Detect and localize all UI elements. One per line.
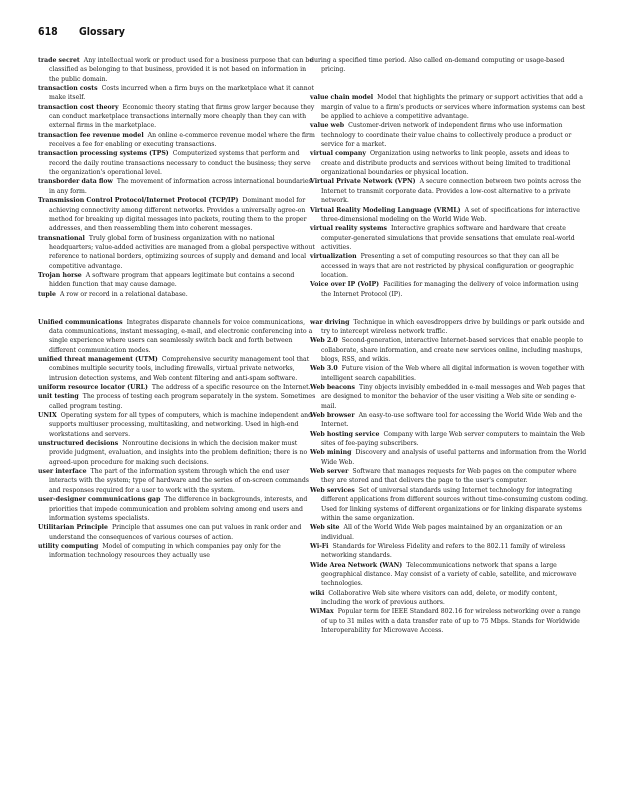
glossary-definition: Organization using networks to link people, assets and ideas to create and distribute products and services without being limited to traditional organizational boundaries or physical location. [321, 150, 571, 177]
glossary-definition: Principle that assumes one can put values in rank order and understand the consequences of various courses of action. [49, 524, 302, 541]
glossary-term: value web [310, 122, 345, 130]
glossary-definition: A row or record in a relational database. [59, 290, 188, 298]
glossary-term: Unified communications [38, 318, 123, 326]
glossary-entry [38, 271, 316, 290]
glossary-definition: Computerized systems that perform and record the daily routine transactions necessary to conduct the business; they serve the organization's operational level. [49, 150, 311, 177]
glossary-definition: during a specified time period. Also called on-demand computing or usage-based pricing. [310, 57, 565, 74]
glossary-entry [310, 177, 588, 205]
glossary-definition: A secure connection between two points across the Internet to transmit corporate data. Provides a low-cost alternative to a private network. [321, 178, 582, 205]
glossary-entry [310, 280, 588, 299]
glossary-term: transaction cost theory [38, 103, 119, 111]
glossary-entry [310, 589, 588, 608]
glossary-definition: Facilities for managing the delivery of voice information using the Internet Protocol (IP). [321, 281, 579, 298]
glossary-term: virtual company [310, 150, 366, 158]
glossary-entry [38, 131, 316, 150]
glossary-definition: Economic theory stating that firms grow larger because they can conduct marketplace transactions internally more cheaply than they can with external firms in the marketplace. [49, 103, 315, 130]
running-header [38, 26, 125, 38]
glossary-definition: Integrates disparate channels for voice communications, data communications, instant messaging, e-mail, and electronic conferencing into a single experience where users can seamlessly switch back and forth between different communication modes. [49, 318, 313, 354]
glossary-term: Web beacons [310, 384, 356, 392]
glossary-term: unified threat management (UTM) [38, 356, 158, 363]
glossary-entry [310, 467, 588, 486]
glossary-definition: Tiny objects invisibly embedded in e-mail messages and Web pages that are designed to monitor the behavior of the user visiting a Web site or sending e-mail. [321, 384, 586, 410]
glossary-definition: Customer-driven network of independent firms who use information technology to coordinate their value chains to collectively produce a product or service for a market. [321, 122, 572, 149]
glossary-term: Voice over IP (VoIP) [310, 281, 380, 289]
glossary-term: transaction costs [38, 85, 98, 93]
glossary-entry [38, 84, 316, 103]
glossary-entry [38, 56, 316, 84]
glossary-term: unstructured decisions [38, 440, 119, 448]
glossary-term: Utilitarian Principle [38, 524, 108, 532]
glossary-term: transnational [38, 234, 85, 242]
glossary-definition: Interactive graphics software and hardware that create computer-generated simulations that provide sensations that emulate real-world activities. [321, 225, 575, 251]
glossary-entry [310, 93, 588, 121]
glossary-term: UNIX [38, 412, 57, 420]
glossary-term: Wide Area Network (WAN) [310, 561, 403, 569]
glossary-definition: Set of universal standards using Internet technology for integrating different applications from different sources without time-consuming custom coding. Used for linking systems of different organizations or for linking disparate systems within the same organization. [321, 486, 588, 522]
glossary-entry [38, 542, 316, 561]
glossary-definition: Model that highlights the primary or support activities that add a margin of value to a firm's products or services where information systems can best be applied to achieve a competitive advantage. [321, 94, 586, 121]
glossary-entry [310, 542, 588, 561]
glossary-definition: An online e-commerce revenue model where the firm receives a fee for enabling or executing transactions. [49, 131, 315, 149]
glossary-term: Web site [310, 524, 340, 532]
left-column [38, 56, 316, 561]
glossary-entry [310, 121, 588, 149]
section-title: Glossary [79, 26, 125, 38]
glossary-definition: Second-generation, interactive Internet-based services that enable people to collaborate, share information, and create new services online, including mashups, blogs, RSS, and wikis. [321, 337, 583, 363]
glossary-definition: All of the World Wide Web pages maintained by an organization or an individual. [321, 524, 563, 541]
glossary-entry [310, 318, 588, 337]
glossary-entry [310, 252, 588, 280]
glossary-term: transaction fee revenue model [38, 131, 144, 139]
glossary-definition: Truly global form of business organization with no national headquarters; value-added activities are managed from a global perspective without reference to national borders, optimizing sources of supply and demand and local competitive advantage. [49, 234, 315, 270]
glossary-entry [310, 383, 588, 411]
glossary-definition: The difference in backgrounds, interests, and priorities that impede communication and problem solving among end users and information systems specialists. [49, 496, 308, 522]
glossary-entry [38, 149, 316, 177]
glossary-term: utility computing [38, 542, 99, 550]
glossary-entry [38, 383, 316, 392]
glossary-definition: The movement of information across international boundaries in any form. [49, 178, 312, 195]
glossary-definition: Presenting a set of computing resources so that they can all be accessed in ways that are not restricted by physical configuration or geographic location. [321, 253, 574, 279]
glossary-entry [38, 318, 316, 355]
glossary-definition: Technique in which eavesdroppers drive by buildings or park outside and try to intercept wireless network traffic. [321, 318, 585, 335]
glossary-entry [310, 561, 588, 589]
glossary-definition: Operating system for all types of computers, which is machine independent and supports multiuser processing, multitasking, and networking. Used in high-end workstations and servers. [49, 412, 313, 438]
glossary-term: Virtual Reality Modeling Language (VRML) [310, 206, 461, 214]
glossary-term: transaction processing systems (TPS) [38, 150, 169, 158]
glossary-definition: Costs incurred when a firm buys on the marketplace what it cannot make itself. [49, 85, 314, 102]
glossary-term: Trojan horse [38, 271, 82, 279]
glossary-entry [38, 467, 316, 495]
glossary-entry [310, 224, 588, 252]
glossary-entry [38, 177, 316, 196]
glossary-term: transborder data flow [38, 178, 113, 186]
glossary-entry [38, 392, 316, 411]
glossary-entry [310, 149, 588, 177]
glossary-entry [310, 206, 588, 225]
glossary-entry [310, 430, 588, 449]
glossary-entry [310, 607, 588, 635]
glossary-term: user-designer communications gap [38, 496, 161, 504]
glossary-term: Web 3.0 [310, 365, 338, 373]
glossary-term: Web server [310, 468, 349, 476]
glossary-definition: An easy-to-use software tool for accessing the World Wide Web and the Internet. [321, 412, 583, 429]
glossary-entry [310, 364, 588, 383]
glossary-term: uniform resource locator (URL) [38, 384, 148, 392]
glossary-entry [38, 103, 316, 131]
glossary-definition: Popular term for IEEE Standard 802.16 for wireless networking over a range of up to 31 miles with a data transfer rate of up to 75 Mbps. Stands for Worldwide Interoperability for Microwave Access. [321, 608, 581, 634]
glossary-term: Transmission Control Protocol/Internet Protocol (TCP/IP) [38, 197, 239, 205]
glossary-definition: Standards for Wireless Fidelity and refers to the 802.11 family of wireless networking standards. [321, 542, 566, 560]
glossary-definition: A set of specifications for interactive three-dimensional modeling on the World Wide Web. [321, 206, 580, 223]
glossary-entry [38, 290, 316, 299]
glossary-term: war driving [310, 318, 350, 326]
glossary-entry [310, 411, 588, 430]
glossary-term: value chain model [310, 94, 374, 102]
glossary-entry [310, 56, 588, 75]
glossary-definition: Collaborative Web site where visitors can add, delete, or modify content, including the work of previous authors. [321, 589, 558, 606]
glossary-definition: Comprehensive security management tool that combines multiple security tools, including firewalls, virtual private networks, intrusion detection systems, and Web content filtering and anti-spam software. [49, 356, 310, 382]
glossary-term: Virtual Private Network (VPN) [310, 178, 416, 186]
glossary-term: trade secret [38, 57, 80, 64]
glossary-term: user interface [38, 468, 87, 476]
glossary-definition: Dominant model for achieving connectivity among different networks. Provides a universally agree-on method for breaking up digital messages into packets, routing them to the proper addresses, and then reassembling them into coherent messages. [49, 197, 307, 233]
glossary-term: unit testing [38, 393, 79, 401]
glossary-entry [310, 523, 588, 542]
glossary-term: Web hosting service [310, 430, 380, 438]
glossary-entry [310, 486, 588, 523]
glossary-definition: Future vision of the Web where all digital information is woven together with intelligent search capabilities. [321, 365, 585, 382]
glossary-entry [38, 523, 316, 542]
right-column [310, 56, 588, 635]
glossary-entry [310, 336, 588, 364]
glossary-definition: Model of computing in which companies pay only for the information technology resources they actually use [49, 542, 281, 560]
glossary-term: WiMax [310, 608, 334, 616]
glossary-term: virtualization [310, 253, 357, 261]
glossary-definition: Nonroutine decisions in which the decision maker must provide judgment, evaluation, and insights into the problem definition; there is no agreed-upon procedure for making such decisions. [49, 440, 308, 466]
glossary-entry [38, 495, 316, 523]
glossary-definition: The address of a specific resource on the Internet. [151, 384, 311, 392]
glossary-definition: A software program that appears legitimate but contains a second hidden function that may cause damage. [49, 271, 295, 289]
glossary-term: Web browser [310, 412, 355, 420]
glossary-entry [38, 439, 316, 467]
glossary-term: Web mining [310, 449, 352, 457]
glossary-entry [38, 196, 316, 233]
glossary-definition: Discovery and analysis of useful patterns and information from the World Wide Web. [321, 449, 587, 466]
section-gap [38, 299, 316, 318]
glossary-definition: Software that manages requests for Web pages on the computer where they are stored and that delivers the page to the user's computer. [321, 468, 577, 485]
section-gap [310, 299, 588, 318]
glossary-entry [38, 355, 316, 383]
glossary-definition: Telecommunications network that spans a large geographical distance. May consist of a variety of cable, satellite, and microwave technologies. [321, 561, 577, 588]
page-number: 618 [38, 26, 58, 38]
glossary-term: Web 2.0 [310, 337, 338, 345]
glossary-entry [310, 448, 588, 467]
glossary-definition: The process of testing each program separately in the system. Sometimes called program testing. [49, 393, 316, 410]
glossary-definition: Any intellectual work or product used for a business purpose that can be classified as belonging to that business, provided it is not based on information in the public domain. [49, 57, 314, 83]
glossary-definition: The part of the information system through which the end user interacts with the system; type of hardware and the series of on-screen commands and responses required for a user to work with the system. [49, 468, 309, 494]
glossary-entry [38, 411, 316, 439]
glossary-term: virtual reality systems [310, 225, 387, 233]
glossary-term: tuple [38, 290, 56, 298]
glossary-term: wiki [310, 589, 325, 597]
glossary-definition: Company with large Web server computers to maintain the Web sites of fee-paying subscribers. [321, 430, 585, 448]
glossary-entry [38, 234, 316, 271]
section-gap [310, 75, 588, 94]
glossary-term: Wi-Fi [310, 542, 329, 550]
glossary-term: Web services [310, 486, 355, 494]
